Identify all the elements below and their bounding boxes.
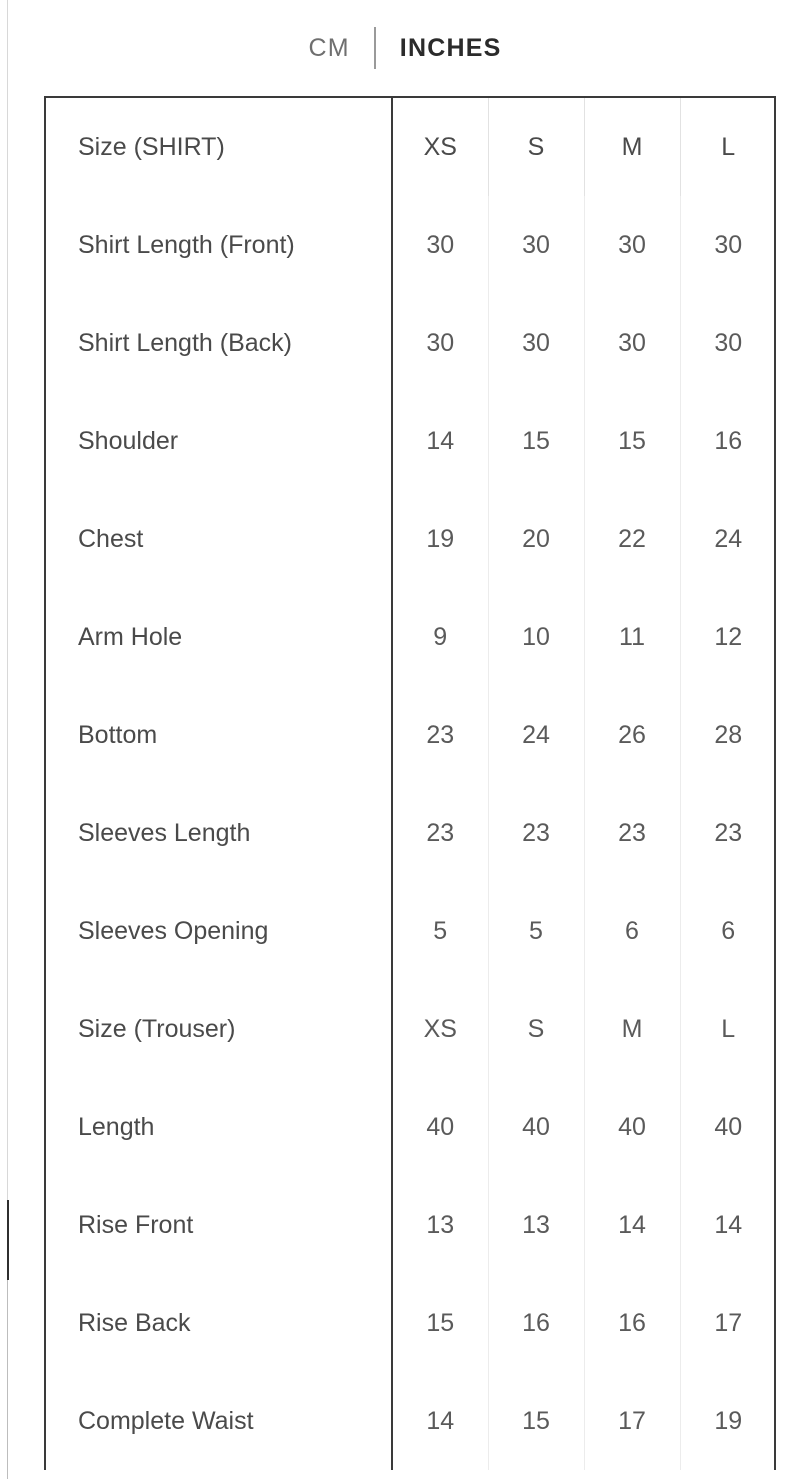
table-head (46, 98, 776, 196)
table-row (46, 392, 776, 490)
cell-value: 6 (721, 916, 736, 945)
column-header-measurement: Size (SHIRT) (46, 98, 392, 196)
cell-value: 28 (714, 720, 743, 749)
cell-value: 19 (392, 490, 488, 588)
row-label: Rise Front (46, 1176, 392, 1274)
cell-value: 6 (584, 882, 680, 980)
cell-value: 30 (714, 328, 743, 357)
row-label: Arm Hole (46, 588, 392, 686)
table-row (46, 1078, 776, 1176)
cell-value: XS (392, 980, 488, 1078)
row-label: Bottom (46, 686, 392, 784)
cell-value: 16 (488, 1274, 584, 1372)
cell-value: 13 (392, 1176, 488, 1274)
cell-value: 40 (584, 1078, 680, 1176)
cell-value: 22 (584, 490, 680, 588)
cell-value: 14 (714, 1210, 743, 1239)
cell-value: 30 (392, 294, 488, 392)
row-label: Complete Waist (46, 1372, 392, 1470)
cell-value: 23 (714, 818, 743, 847)
table-row (46, 1372, 776, 1470)
cell-value: 40 (488, 1078, 584, 1176)
cell-value: 24 (488, 686, 584, 784)
cell-value: M (584, 980, 680, 1078)
table-row (46, 686, 776, 784)
cell-value: 30 (714, 230, 743, 259)
cell-value: 20 (488, 490, 584, 588)
cell-value: 14 (584, 1176, 680, 1274)
cell-value: 10 (488, 588, 584, 686)
column-header-m: M (584, 98, 680, 196)
table-row (46, 490, 776, 588)
cell-value: 5 (488, 882, 584, 980)
cell-value: 23 (584, 784, 680, 882)
unit-toggle[interactable] (0, 0, 798, 96)
table-header-row (46, 98, 776, 196)
cell-value: 14 (392, 392, 488, 490)
table-row (46, 1274, 776, 1372)
cell-value: 23 (392, 784, 488, 882)
cell-value: 17 (584, 1372, 680, 1470)
cell-value: S (488, 980, 584, 1078)
column-header-s: S (488, 98, 584, 196)
row-label: Shirt Length (Back) (46, 294, 392, 392)
cell-value: 15 (392, 1274, 488, 1372)
cell-value: 23 (392, 686, 488, 784)
cell-value: 13 (488, 1176, 584, 1274)
column-header-xs: XS (392, 98, 488, 196)
table-row (46, 294, 776, 392)
table-body (46, 196, 776, 1470)
cell-value: 5 (392, 882, 488, 980)
size-chart-table (46, 98, 776, 1470)
table-row (46, 588, 776, 686)
cell-value: 23 (488, 784, 584, 882)
cell-value: 30 (584, 294, 680, 392)
cell-value: L (721, 1014, 736, 1043)
row-label: Shoulder (46, 392, 392, 490)
table-row (46, 784, 776, 882)
cell-value: 14 (392, 1372, 488, 1470)
table-row (46, 196, 776, 294)
cell-value: 12 (714, 622, 743, 651)
cell-value: 17 (714, 1308, 743, 1337)
cell-value: 30 (488, 196, 584, 294)
size-chart-table-container (44, 96, 776, 1470)
row-label: Sleeves Opening (46, 882, 392, 980)
cell-value: 40 (714, 1112, 743, 1141)
unit-option-cm[interactable]: CM (308, 33, 350, 62)
row-label: Chest (46, 490, 392, 588)
cell-value: 15 (584, 392, 680, 490)
cell-value: 9 (392, 588, 488, 686)
cell-value: 15 (488, 1372, 584, 1470)
cell-value: 15 (488, 392, 584, 490)
cell-value: 16 (714, 426, 743, 455)
table-row (46, 1176, 776, 1274)
cell-value: 26 (584, 686, 680, 784)
column-header-l: L (721, 132, 736, 161)
cell-value: 30 (392, 196, 488, 294)
cell-value: 40 (392, 1078, 488, 1176)
row-label: Size (Trouser) (46, 980, 392, 1078)
row-label: Sleeves Length (46, 784, 392, 882)
cell-value: 11 (584, 588, 680, 686)
row-label: Rise Back (46, 1274, 392, 1372)
unit-option-inches[interactable]: INCHES (399, 33, 502, 62)
cell-value: 24 (714, 524, 743, 553)
row-label: Length (46, 1078, 392, 1176)
row-label: Shirt Length (Front) (46, 196, 392, 294)
table-row (46, 882, 776, 980)
cell-value: 30 (488, 294, 584, 392)
cell-value: 30 (584, 196, 680, 294)
cell-value: 19 (714, 1406, 743, 1435)
table-row (46, 980, 776, 1078)
cell-value: 16 (584, 1274, 680, 1372)
